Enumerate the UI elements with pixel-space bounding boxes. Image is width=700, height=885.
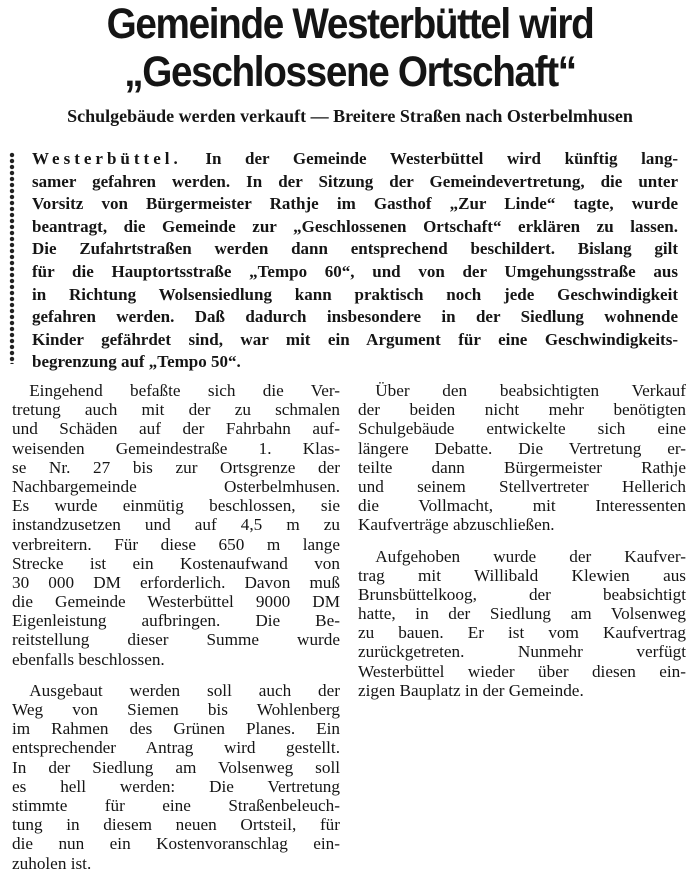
- text-line: weisenden Gemeindestraße 1. Klas-: [12, 438, 340, 458]
- text-line: Es wurde einmütig beschlossen, sie: [12, 496, 340, 516]
- article-paragraph: [358, 547, 686, 701]
- text-line: die Gemeinde Westerbüttel 9000 DM: [12, 592, 340, 612]
- text-line: se Nr. 27 bis zur Ortsgrenze der: [12, 457, 340, 477]
- lead-line: Die Zufahrtstraßen werden dann entsprechend beschildert. Bislang gilt: [32, 239, 678, 259]
- text-line: und seinem Stellvertreter Hellerich: [358, 476, 686, 496]
- lead-line: [32, 148, 678, 171]
- lead-line: gefahren werden. Daß dadurch insbesondere in der Siedlung wohnende: [32, 307, 678, 327]
- lead-line: Vorsitz von Bürgermeister Rathje im Gasthof „Zur Linde“ tagte, wurde: [32, 194, 678, 214]
- lead-line: in Richtung Wolsensiedlung kann praktisch noch jede Geschwindigkeit: [32, 284, 678, 304]
- text-line: 30 000 DM erforderlich. Davon muß: [12, 572, 340, 592]
- dateline: Westerbüttel.: [32, 149, 182, 168]
- text-line: zigen Bauplatz in der Gemeinde.: [358, 680, 584, 700]
- text-line: im Rahmen des Grünen Planes. Ein: [12, 719, 340, 739]
- lead-paragraph: [32, 148, 678, 374]
- text-line: Weg von Siemen bis Wohlenberg: [12, 700, 340, 719]
- lead-line: samer gefahren werden. In der Sitzung der Gemeindevertretung, die unter: [32, 171, 678, 191]
- text-line: Strecke ist ein Kostenaufwand von: [12, 553, 340, 573]
- text-line: Schulgebäude entwickelte sich eine: [358, 419, 686, 439]
- headline-line-1: Gemeinde Westerbüttel wird: [106, 0, 594, 48]
- lead-line: begrenzung auf „Tempo 50“.: [32, 352, 241, 372]
- text-line: Ausgebaut werden soll auch der: [12, 680, 340, 700]
- text-line: die nun ein Kostenvoranschlag ein-: [12, 834, 340, 854]
- headline-line-2: „Geschlossene Ortschaft“: [124, 48, 576, 96]
- text-line: hatte, in der Siedlung am Volsenweg: [358, 604, 686, 624]
- text-line: Kaufverträge abzuschließen.: [358, 515, 555, 535]
- text-line: längere Debatte. Die Vertretung er-: [358, 438, 686, 458]
- lead-line: für die Hauptortsstraße „Tempo 60“, und von der Umgehungsstraße aus: [32, 261, 678, 281]
- right-column: [358, 381, 686, 712]
- text-line: teilte dann Bürgermeister Rathje: [358, 457, 686, 477]
- text-line: Aufgehoben wurde der Kaufver-: [358, 546, 686, 566]
- text-line: der beiden nicht mehr benötigten: [358, 400, 686, 420]
- dotted-rule: [9, 152, 15, 364]
- lead-text: In der Gemeinde Westerbüttel wird künftig lang-: [181, 149, 678, 168]
- text-line: es hell werden: Die Vertretung: [12, 776, 340, 796]
- text-line: stimmte für eine Straßenbeleuch-: [12, 795, 340, 815]
- text-line: Eigenleistung aufbringen. Die Be-: [12, 611, 340, 631]
- text-line: Brunsbüttelkoog, der beabsichtigt: [358, 584, 686, 604]
- text-line: zu bauen. Er ist vom Kaufvertrag: [358, 623, 686, 643]
- text-line: trag mit Willibald Klewien aus: [358, 565, 686, 585]
- text-line: reitstellung dieser Summe wurde: [12, 630, 340, 650]
- lead-line: Kinder gefährdet sind, war mit ein Argument für eine Geschwindigkeits-: [32, 329, 678, 349]
- text-line: Westerbüttel wieder über diesen ein-: [358, 661, 686, 681]
- text-line: verbreitern. Für diese 650 m lange: [12, 534, 340, 554]
- left-column: [12, 381, 340, 885]
- text-line: ebenfalls beschlossen.: [12, 649, 165, 669]
- text-line: Eingehend befaßte sich die Ver-: [12, 381, 340, 400]
- article-paragraph: [358, 381, 686, 535]
- text-line: tung in diesem neuen Ortsteil, für: [12, 815, 340, 835]
- text-line: instandzusetzen und auf 4,5 m zu: [12, 515, 340, 535]
- text-line: entsprechender Antrag wird gestellt.: [12, 738, 340, 758]
- subheadline: Schulgebäude werden verkauft — Breitere Straßen nach Osterbelmhusen: [67, 106, 633, 126]
- text-line: zurückgetreten. Nunmehr verfügt: [358, 642, 686, 662]
- text-line: Über den beabsichtigten Verkauf: [358, 381, 686, 400]
- text-line: tretung auch mit der zu schmalen: [12, 400, 340, 420]
- lead-line: beantragt, die Gemeinde zur „Geschlossenen Ortschaft“ erklären zu lassen.: [32, 216, 678, 236]
- text-line: In der Siedlung am Volsenweg soll: [12, 757, 340, 777]
- text-line: und Schäden auf der Fahrbahn auf-: [12, 419, 340, 439]
- text-line: zuholen ist.: [12, 853, 92, 873]
- text-line: die Vollmacht, mit Interessenten: [358, 496, 686, 516]
- article-paragraph: [12, 381, 340, 669]
- text-line: Nachbargemeinde Osterbelmhusen.: [12, 476, 340, 496]
- article-paragraph: [12, 681, 340, 873]
